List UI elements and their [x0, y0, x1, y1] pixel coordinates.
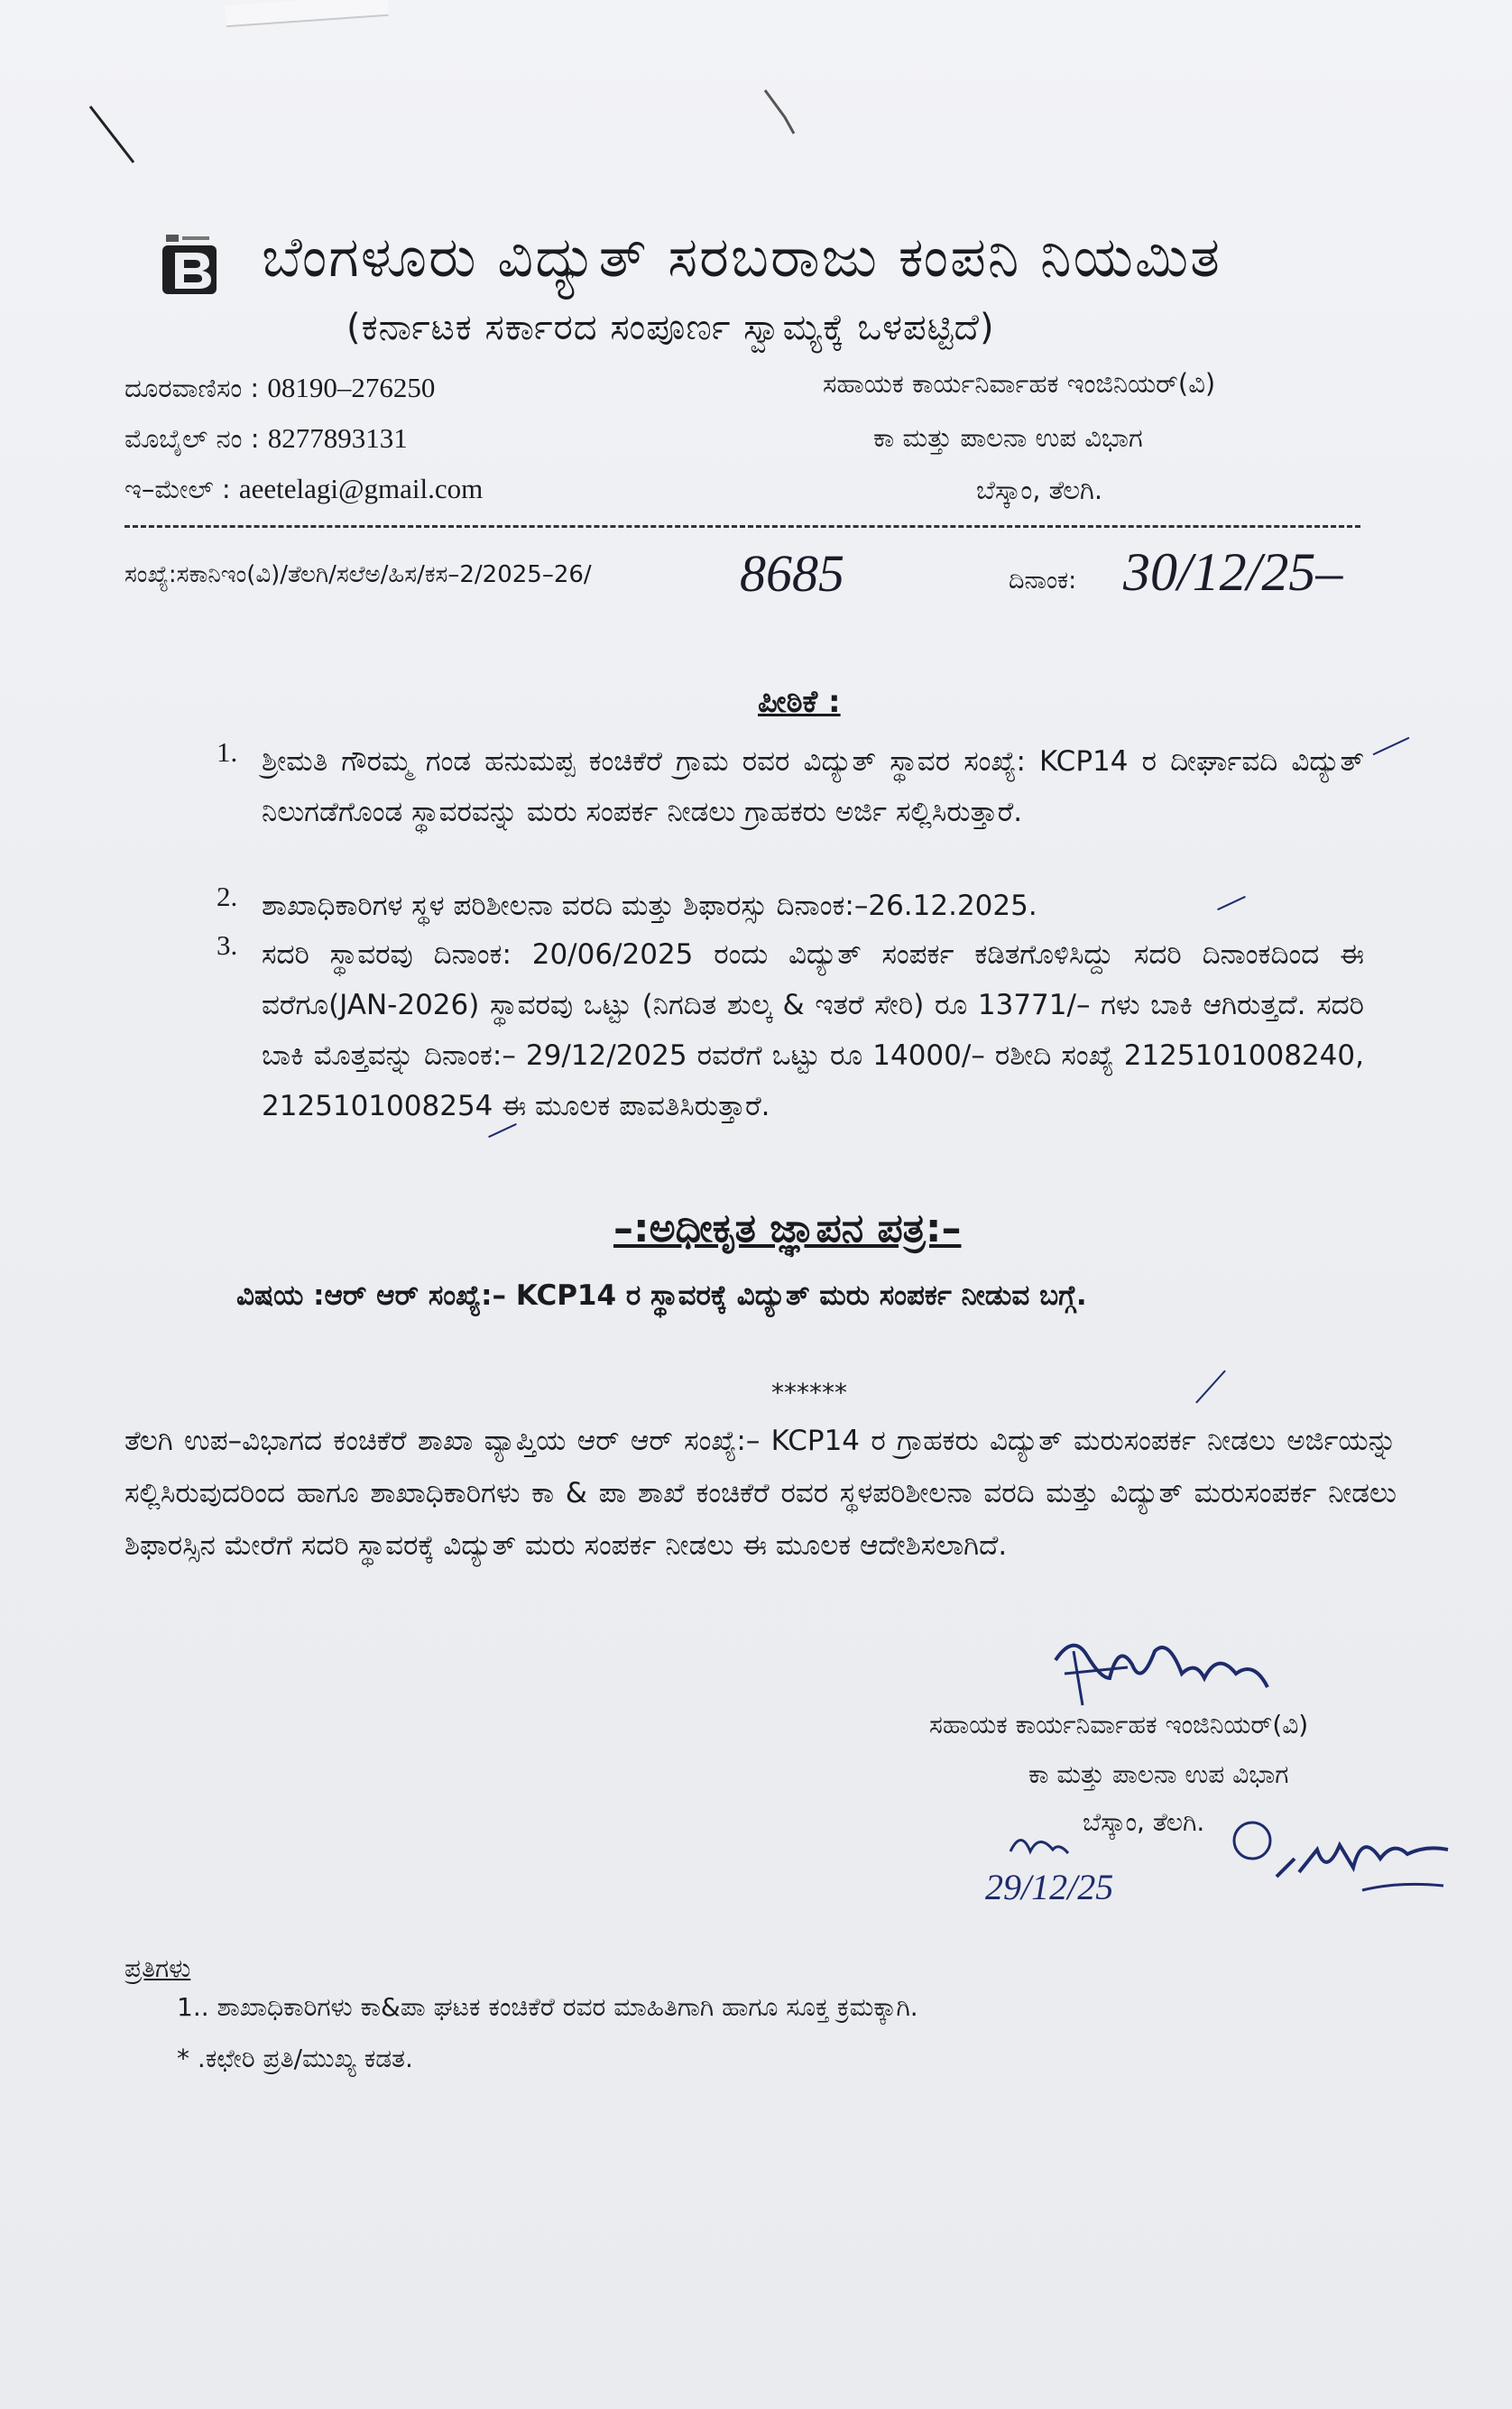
pen-mark: [81, 99, 144, 171]
pen-tick: [1195, 1370, 1226, 1403]
date-label: ದಿನಾಂಕ:: [1009, 567, 1077, 595]
memo-title: [613, 1205, 961, 1251]
office-line-1: ಸಹಾಯಕ ಕಾರ್ಯನಿರ್ವಾಹಕ ಇಂಜಿನಿಯರ್(ವಿ): [823, 368, 1216, 399]
office-line-2: ಕಾ ಮತ್ತು ಪಾಲನಾ ಉಪ ವಿಭಾಗ: [873, 422, 1143, 453]
date-handwritten: 30/12/25–: [1123, 542, 1343, 602]
copy-item-1: 1.. ಶಾಖಾಧಿಕಾರಿಗಳು ಕಾ&ಪಾ ಘಟಕ ಕಂಚಿಕೆರೆ ರವರ ಮಾಹಿತಿಗಾಗಿ ಹಾಗೂ ಸೂಕ್ತ ಕ್ರಮಕ್ಕಾಗಿ.: [177, 1992, 918, 2022]
preamble-item-3: ಸದರಿ ಸ್ಥಾವರವು ದಿನಾಂಕ: 20/06/2025 ರಂದು ವಿದ್ಯುತ್ ಸಂಪರ್ಕ ಕಡಿತಗೊಳಿಸಿದ್ದು ಸದರಿ ದಿನಾಂಕದಿಂದ ಈ ವರೆಗೂ(JAN-2026) ಸ್ಥಾವರವು ಒಟ್ಟು (ನಿಗದಿತ ಶುಲ್ಕ & ಇತರೆ ಸೇರಿ) ರೂ 13771/– ಗಳು ಬಾಕಿ ಆಗಿರುತ್ತದೆ. ಸದರಿ ಬಾಕಿ ಮೊತ್ತವನ್ನು ದಿನಾಂಕ:– 29/12/2025 ರವರೆಗೆ ಒಟ್ಟು ರೂ 14000/– ರಶೀದಿ ಸಂಖ್ಯೆ 2125101008240, 2125101008254 ಈ ಮೂಲಕ ಪಾವತಿಸಿರುತ್ತಾರೆ.: [262, 938, 1364, 1122]
phone-label: ದೂರವಾಣಿಸಂ :: [124, 373, 260, 403]
preamble-item-2: ಶಾಖಾಧಿಕಾರಿಗಳ ಸ್ಥಳ ಪರಿಶೀಲನಾ ವರದಿ ಮತ್ತು ಶಿಫಾರಸ್ಸು ದಿನಾಂಕ:–26.12.2025.: [262, 890, 1037, 922]
initials-mark: [1003, 1824, 1075, 1869]
email-value: aeetelagi@gmail.com: [238, 473, 484, 504]
copies-heading: ಪ್ರತಿಗಳು: [124, 1953, 191, 1983]
mobile-label: ಮೊಬೈಲ್ ನಂ :: [124, 423, 260, 454]
mobile-line: [124, 422, 408, 455]
copy-item-2: * .ಕಛೇರಿ ಪ್ರತಿ/ಮುಖ್ಯ ಕಡತ.: [177, 2044, 413, 2073]
phone-value: 08190–276250: [267, 372, 436, 403]
office-line-3: ಬೆಸ್ಕಾಂ, ತೆಲಗಿ.: [976, 475, 1103, 505]
memo-body: ತೆಲಗಿ ಉಪ–ವಿಭಾಗದ ಕಂಚಿಕೆರೆ ಶಾಖಾ ವ್ಯಾಪ್ತಿಯ ಆರ್ ಆರ್ ಸಂಖ್ಯೆ:– KCP14 ರ ಗ್ರಾಹಕರು ವಿದ್ಯುತ್ ಮರುಸಂಪರ್ಕ ನೀಡಲು ಅರ್ಜಿಯನ್ನು ಸಲ್ಲಿಸಿರುವುದರಿಂದ ಹಾಗೂ ಶಾಖಾಧಿಕಾರಿಗಳು ಕಾ & ಪಾ ಶಾಖೆ ಕಂಚಿಕೆರೆ ರವರ ಸ್ಥಳಪರಿಶೀಲನಾ ವರದಿ ಮತ್ತು ವಿದ್ಯುತ್ ಮರುಸಂಪರ್ಕ ನೀಡಲು ಶಿಫಾರಸ್ಸಿನ ಮೇರೆಗೆ ಸದರಿ ಸ್ಥಾವರಕ್ಕೆ ವಿದ್ಯುತ್ ಮರು ಸಂಪರ್ಕ ನೀಡಲು ಈ ಮೂಲಕ ಆದೇಶಿಸಲಾಗಿದೆ.: [124, 1425, 1397, 1562]
preamble-item-1: ಶ್ರೀಮತಿ ಗೌರಮ್ಮ ಗಂಡ ಹನುಮಪ್ಪ ಕಂಚಿಕೆರೆ ಗ್ರಾಮ ರವರ ವಿದ್ಯುತ್ ಸ್ಥಾವರ ಸಂಖ್ಯೆ: KCP14 ರ ದೀರ್ಘಾವದಿ ವಿದ್ಯುತ್ ನಿಲುಗಡೆಗೊಂಡ ಸ್ಥಾವರವನ್ನು ಮರು ಸಂಪರ್ಕ ನೀಡಲು ಗ್ರಾಹಕರು ಅರ್ಜಿ ಸಲ್ಲಿಸಿರುತ್ತಾರೆ.: [262, 745, 1364, 828]
signature: [1046, 1624, 1317, 1723]
reference-text: ಸಂಖ್ಯೆ:ಸಕಾನಿಇಂ(ವಿ)/ತೆಲಗಿ/ಸಲೆಅ/ಹಿಸ/ಕಸ–2/2025–26/: [124, 561, 592, 588]
torn-paper-edge: [225, 0, 388, 27]
mobile-value: 8277893131: [267, 422, 408, 454]
preamble-item-1-number: 1.: [217, 736, 238, 768]
company-subtitle: (ಕರ್ನಾಟಕ ಸರ್ಕಾರದ ಸಂಪೂರ್ಣ ಸ್ವಾಮ್ಯಕ್ಕೆ ಒಳಪಟ್ಟಿದೆ): [346, 307, 995, 348]
company-title: ಬೆಂಗಳೂರು ವಿದ್ಯುತ್ ಸರಬರಾಜು ಕಂಪನಿ ನಿಯಮಿತ: [262, 224, 1222, 290]
preamble-item-3-number: 3.: [217, 929, 238, 961]
fold-mark: [758, 81, 812, 144]
bescom-logo: [161, 233, 224, 298]
memo-subject: ವಿಷಯ :ಆರ್ ಆರ್ ಸಂಖ್ಯೆ:– KCP14 ರ ಸ್ಥಾವರಕ್ಕೆ ವಿದ್ಯುತ್ ಮರು ಸಂಪರ್ಕ ನೀಡುವ ಬಗ್ಗೆ.: [236, 1279, 1087, 1312]
stamp-signature: [1227, 1804, 1461, 1922]
signatory-line-3: ಬೆಸ್ಕಾಂ, ತೆಲಗಿ.: [1083, 1807, 1205, 1837]
handwritten-date: 29/12/25: [985, 1867, 1114, 1907]
preamble-item-2-number: 2.: [217, 881, 238, 912]
signatory-line-2: ಕಾ ಮತ್ತು ಪಾಲನಾ ಉಪ ವಿಭಾಗ: [1028, 1759, 1289, 1789]
email-label: ಇ–ಮೇಲ್ :: [124, 474, 231, 504]
memo-title-text: –:ಅಧೀಕೃತ ಜ್ಞಾಪನ ಪತ್ರ:–: [613, 1205, 962, 1251]
pen-tick: [1373, 737, 1410, 755]
signatory-line-1: ಸಹಾಯಕ ಕಾರ್ಯನಿರ್ವಾಹಕ ಇಂಜಿನಿಯರ್(ವಿ): [929, 1710, 1309, 1740]
dashed-divider: [124, 525, 1360, 528]
phone-line: [124, 372, 435, 404]
separator-stars: ******: [771, 1378, 847, 1408]
reference-number-handwritten: 8685: [740, 544, 844, 603]
preamble-heading: ಪೀಠಿಕೆ :: [758, 684, 841, 720]
email-line: [124, 473, 483, 505]
